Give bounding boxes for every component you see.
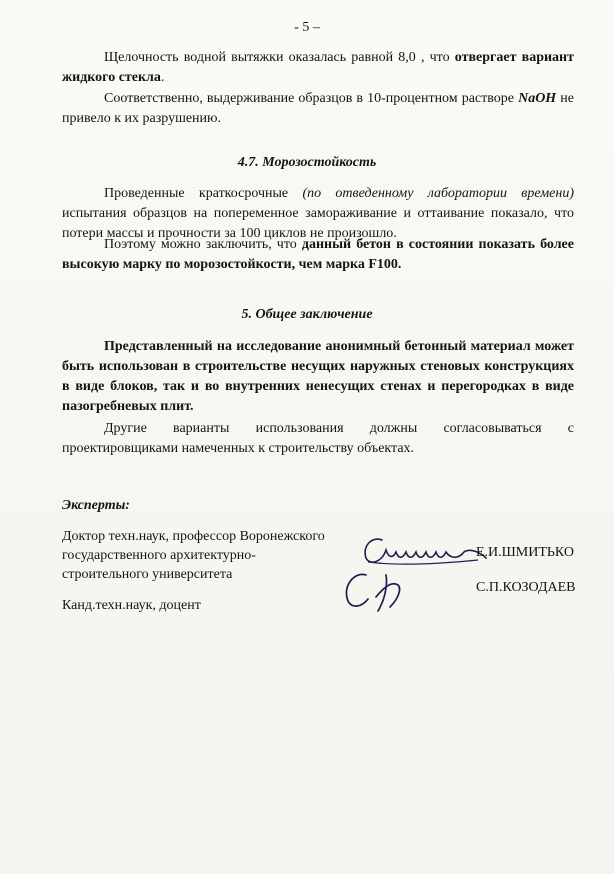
paragraph-frost-tests-italic: (по отведенному лаборатории времени) <box>302 186 574 201</box>
paragraph-alkalinity-end: . <box>160 70 165 85</box>
expert1-line2: государственного архитектурно- <box>62 548 256 563</box>
paragraph-alkalinity-text: Щелочность водной вытяжки оказалась равной 8,0 , что <box>104 50 455 65</box>
expert2-name: С.П.КОЗОДАЕВ <box>476 580 576 595</box>
expert1-name: Е.И.ШМИТЬКО <box>476 545 575 560</box>
paragraph-frost-conclusion <box>62 235 574 275</box>
paragraph-naoh-text: Соответственно, выдерживание образцов в 10-процентном растворе <box>104 91 519 106</box>
paragraph-naoh-formula: NaOH <box>518 91 557 106</box>
paragraph-frost-conclusion-text: Поэтому можно заключить, что <box>104 237 302 252</box>
paragraph-alkalinity-bold: отвергает вариант жидкого стекла <box>62 50 574 85</box>
expert1-line1: Доктор техн.наук, профессор Воронежского <box>62 529 325 544</box>
paragraph-frost-conclusion-bold: данный бетон в состоянии показать более высокую марку по морозостойкости, чем марка F100. <box>62 237 574 272</box>
paragraph-general-conclusion: Представленный на исследование анонимный бетонный материал может быть использован в строительстве несущих наружных стеновых конструкциях в виде блоков, так и во внутренних ненесущих стенах и перегородках в виде пазогребневых плит. <box>62 339 574 414</box>
paragraph-other-options: Другие варианты использования должны согласовываться с проектировщиками намеченных к строительству объектах. <box>62 421 574 456</box>
section-heading-conclusion: 5. Общее заключение <box>241 307 373 322</box>
paragraph-alkalinity <box>62 48 574 88</box>
section-heading-frost: 4.7. Морозостойкость <box>237 155 377 170</box>
paragraph-frost-tests-end: испытания образцов на попеременное замораживание и оттаивание показало, что потери массы и прочности за 100 циклов не произошло. <box>62 206 574 241</box>
page-number: - 5 – <box>294 20 320 35</box>
paragraph-naoh <box>62 89 574 129</box>
signature-kozodaev <box>340 567 430 617</box>
expert2-line1: Канд.техн.наук, доцент <box>62 598 201 613</box>
experts-heading: Эксперты: <box>62 498 130 513</box>
expert1-line3: строительного университета <box>62 567 233 582</box>
paragraph-frost-tests-text: Проведенные краткосрочные <box>104 186 303 201</box>
paragraph-naoh-end: не привело к их разрушению. <box>62 91 574 126</box>
